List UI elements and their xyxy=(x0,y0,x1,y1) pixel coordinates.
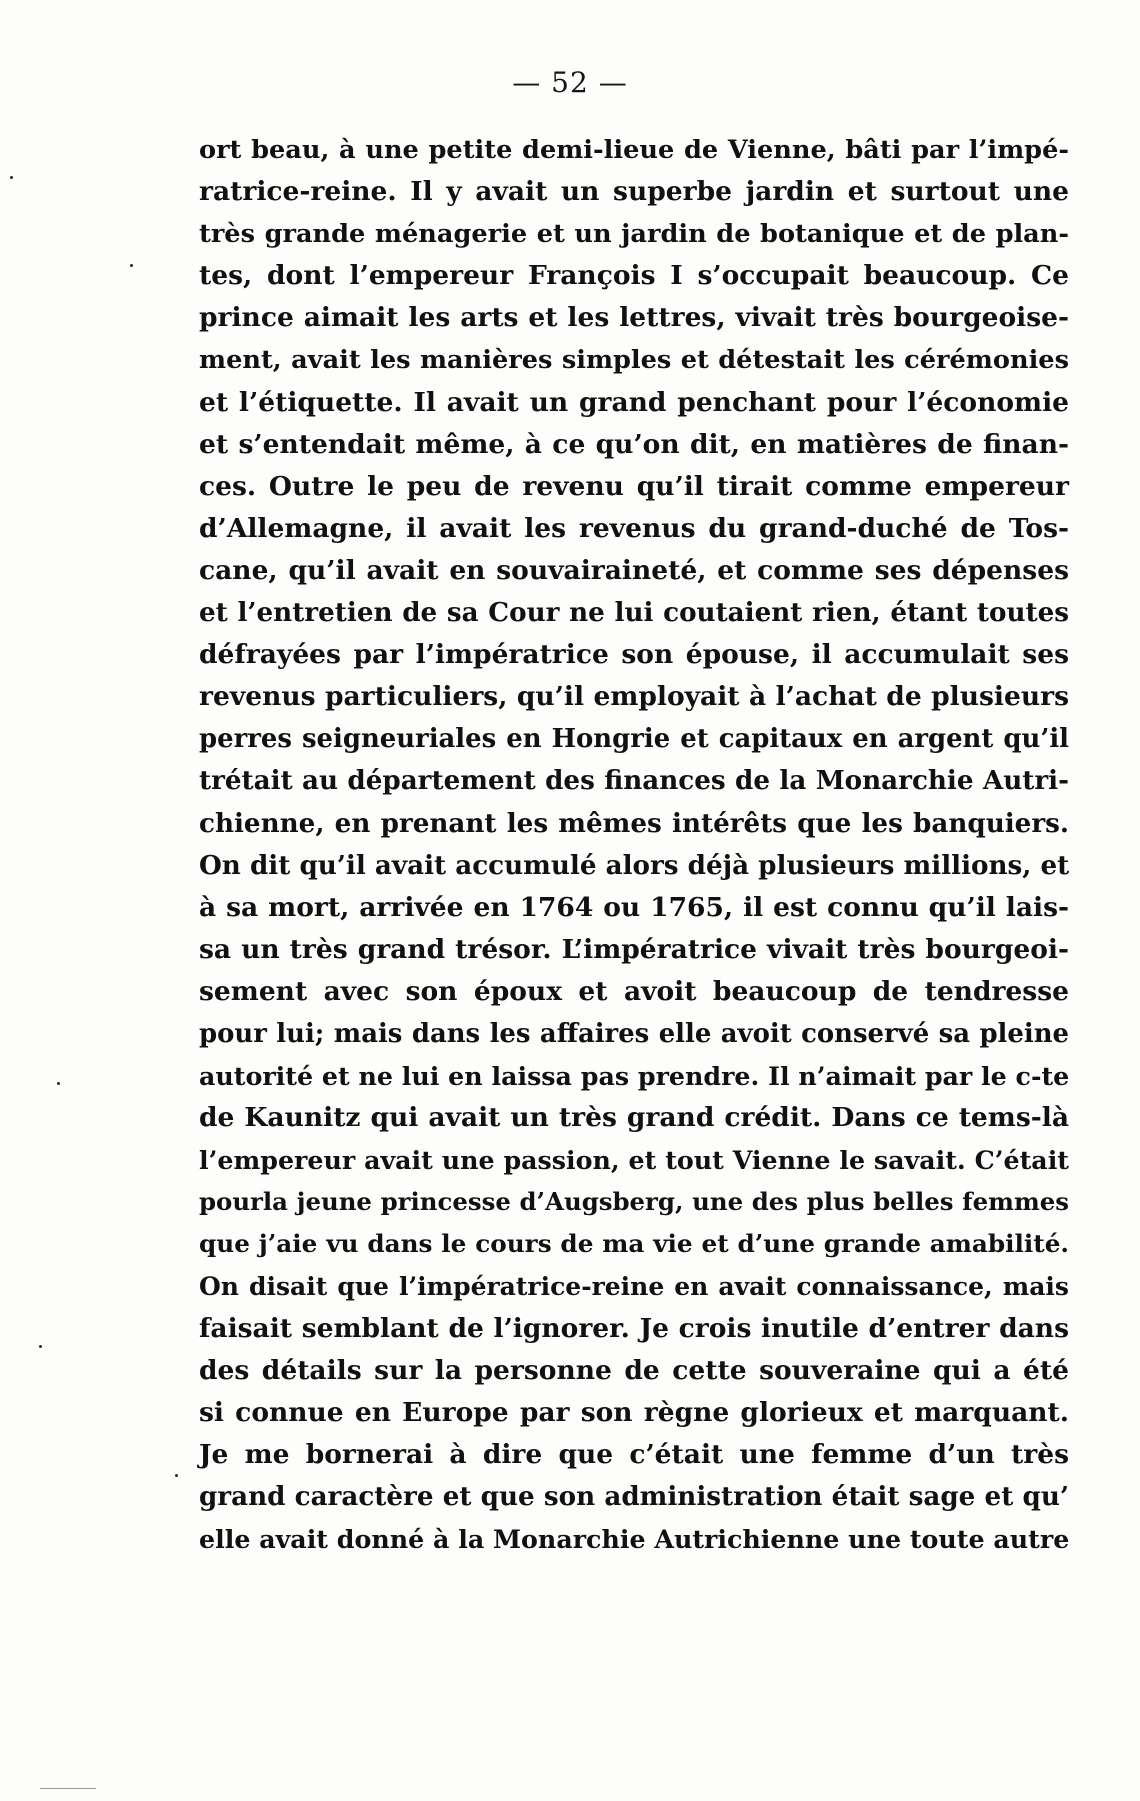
scan-edge-mark xyxy=(40,1788,96,1789)
text-line: ces. Outre le peu de revenu qu’il tirait comme empereur xyxy=(199,470,1069,502)
scan-speck xyxy=(175,1474,178,1477)
text-line: de Kaunitz qui avait un très grand crédit. Dans ce tems-là xyxy=(199,1102,1069,1134)
text-line: et l’entretien de sa Cour ne lui coutaient rien, étant toutes xyxy=(199,597,1069,629)
text-line: si connue en Europe par son règne glorieux et marquant. xyxy=(199,1396,1069,1428)
scan-speck xyxy=(57,1082,60,1085)
text-line: cane, qu’il avait en souvairaineté, et comme ses dépenses xyxy=(199,554,1069,586)
page-number: — 52 — xyxy=(512,66,628,99)
text-line: ort beau, à une petite demi-lieue de Vienne, bâti par l’impé- xyxy=(199,135,1069,165)
text-line: On disait que l’impératrice-reine en avait connaissance, mais xyxy=(199,1271,1069,1301)
text-line: pourla jeune princesse d’Augsberg, une des plus belles femmes xyxy=(199,1187,1069,1217)
text-line: ratrice-reine. Il y avait un superbe jardin et surtout une xyxy=(199,176,1069,208)
text-line: à sa mort, arrivée en 1764 ou 1765, il est connu qu’il lais- xyxy=(199,891,1069,923)
scan-speck xyxy=(39,1345,42,1348)
text-line: sa un très grand trésor. L’impératrice vivait très bourgeoi- xyxy=(199,933,1069,965)
text-line: d’Allemagne, il avait les revenus du grand-duché de Tos- xyxy=(199,512,1069,544)
scan-speck xyxy=(10,176,13,179)
text-line: autorité et ne lui en laissa pas prendre. Il n’aimait par le c-te xyxy=(199,1061,1070,1092)
text-line: défrayées par l’impératrice son épouse, il accumulait ses xyxy=(199,639,1069,671)
scan-speck xyxy=(130,264,133,267)
text-line: faisait semblant de l’ignorer. Je crois inutile d’entrer dans xyxy=(199,1312,1069,1344)
text-line: pour lui; mais dans les affaires elle avoit conservé sa pleine xyxy=(199,1018,1069,1049)
body-text xyxy=(199,129,1069,1560)
text-line: ment, avait les manières simples et détestait les cérémonies xyxy=(199,345,1069,376)
text-line: des détails sur la personne de cette souveraine qui a été xyxy=(199,1354,1069,1386)
text-line: tes, dont l’empereur François I s’occupait beaucoup. Ce xyxy=(199,260,1069,292)
text-line: perres seigneuriales en Hongrie et capitaux en argent qu’il xyxy=(199,724,1069,755)
text-line: On dit qu’il avait accumulé alors déjà plusieurs millions, et xyxy=(199,849,1070,881)
text-line: chienne, en prenant les mêmes intérêts que les banquiers. xyxy=(199,807,1069,839)
text-line: l’empereur avait une passion, et tout Vienne le savait. C’était xyxy=(199,1145,1069,1176)
text-line: Je me bornerai à dire que c’était une femme d’un très xyxy=(199,1438,1069,1470)
text-line: revenus particuliers, qu’il employait à l’achat de plusieurs xyxy=(199,681,1069,713)
text-line: elle avait donné à la Monarchie Autrichienne une toute autre xyxy=(199,1524,1070,1555)
text-line: très grande ménagerie et un jardin de botanique et de plan- xyxy=(199,219,1069,250)
text-line: et s’entendait même, à ce qu’on dit, en matières de finan- xyxy=(199,428,1069,460)
text-line: et l’étiquette. Il avait un grand penchant pour l’économie xyxy=(199,386,1069,418)
text-line: trétait au département des finances de la Monarchie Autri- xyxy=(199,765,1069,797)
text-line: que j’aie vu dans le cours de ma vie et d’une grande amabilité. xyxy=(199,1229,1069,1259)
text-line: grand caractère et que son administration était sage et qu’ xyxy=(199,1481,1069,1512)
text-line: sement avec son époux et avoit beaucoup de tendresse xyxy=(199,975,1069,1007)
text-line: prince aimait les arts et les lettres, vivait très bourgeoise- xyxy=(199,302,1069,334)
